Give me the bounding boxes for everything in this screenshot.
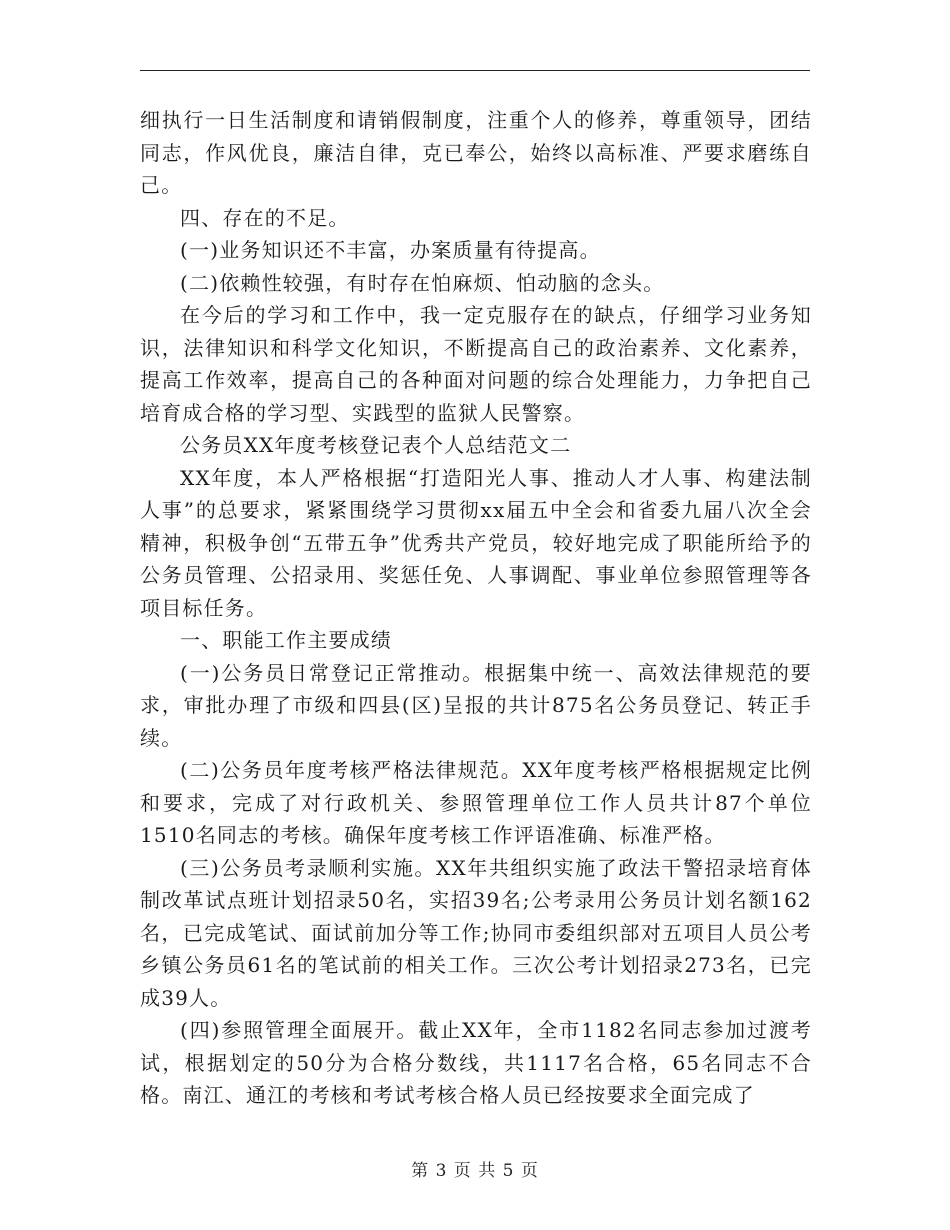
section-heading: 四、存在的不足。 — [180, 205, 350, 230]
section-title: 公务员XX年度考核登记表个人总结范文二 — [180, 433, 572, 457]
paragraph: (二)公务员年度考核严格法律规范。XX年度考核严格根据规定比例和要求，完成了对行政机关、参照管理单位工作人员共计87个单位1510名同志的考核。确保年度考核工作评语准确、标准严格。 — [140, 758, 812, 847]
section-heading: 一、职能工作主要成绩 — [180, 628, 392, 652]
page-number: 第 3 页 共 5 页 — [411, 1161, 539, 1181]
paragraph: (一)公务员日常登记正常推动。根据集中统一、高效法律规范的要求，审批办理了市级和四县(区)呈报的共计875名公务员登记、转正手续。 — [140, 660, 812, 750]
paragraph: (三)公务员考录顺利实施。XX年共组织实施了政法干警招录培育体制改革试点班计划招录50名，实招39名;公考录用公务员计划名额162名，已完成笔试、面试前加分等工作;协同市委组织部对五项目人员公考乡镇公务员61名的笔试前的相关工作。三次公考计划招录273名，已完成39人。 — [140, 855, 812, 1010]
document-body — [140, 104, 812, 1112]
header-rule — [140, 70, 810, 71]
paragraph: XX年度，本人严格根据“打造阳光人事、推动人才人事、构建法制人事”的总要求，紧紧围绕学习贯彻xx届五中全会和省委九届八次全会精神，积极争创“五带五争”优秀共产党员，较好地完成了职能所给予的公务员管理、公招录用、奖惩任免、人事调配、事业单位参照管理等各项目标任务。 — [140, 465, 812, 620]
paragraph: 在今后的学习和工作中，我一定克服存在的缺点，仔细学习业务知识，法律知识和科学文化知识，不断提高自己的政治素养、文化素养，提高工作效率，提高自己的各种面对问题的综合处理能力，力争把自己培育成合格的学习型、实践型的监狱人民警察。 — [140, 303, 812, 425]
paragraph: (一)业务知识还不丰富，办案质量有待提高。 — [180, 238, 601, 262]
paragraph: (四)参照管理全面展开。截止XX年，全市1182名同志参加过渡考试，根据划定的50分为合格分数线，共1117名合格，65名同志不合格。南江、通江的考核和考试考核合格人员已经按要求全面完成了 — [140, 1018, 812, 1107]
paragraph: 细执行一日生活制度和请销假制度，注重个人的修养，尊重领导，团结同志，作风优良，廉洁自律，克已奉公，始终以高标准、严要求磨练自己。 — [140, 108, 812, 197]
paragraph: (二)依赖性较强，有时存在怕麻烦、怕动脑的念头。 — [180, 270, 665, 295]
